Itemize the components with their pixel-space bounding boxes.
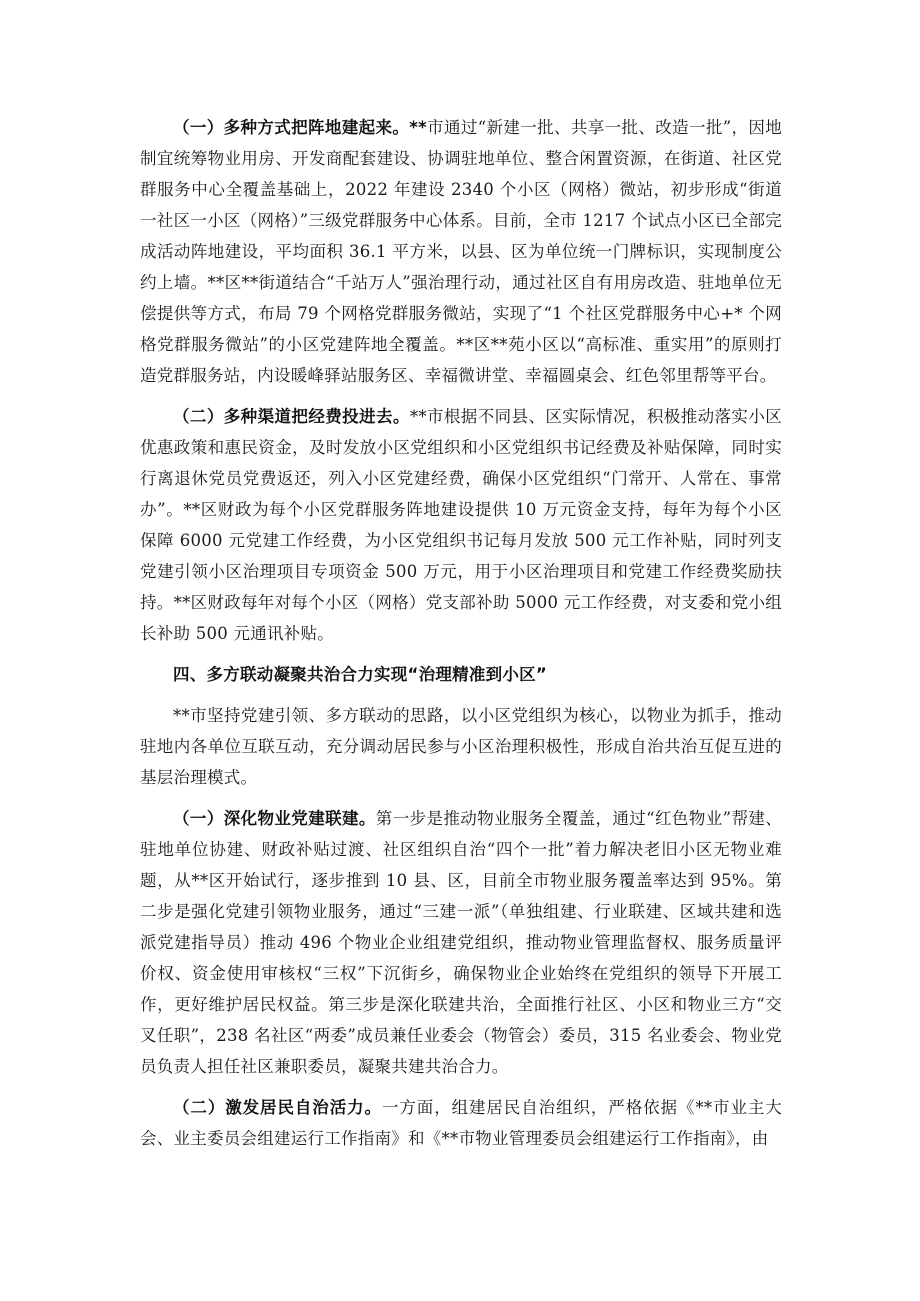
paragraph-text: **市根据不同县、区实际情况，积极推动落实小区优惠政策和惠民资金，及时发放小区党组织和小区党组织书记经费及补贴保障，同时实行离退休党员党费返还，列入小区党建经费，确保小区党组织“门常开、人常在、事常办”。**区财政为每个小区党群服务阵地建设提供 10 万元资金支持，每年为每个小区保障 6000 元党建工作经费，为小区党组织书记每月发放 500 元工作补贴，同时列支党建引领小区治理项目专项资金 500 万元，用于小区治理项目和党建工作经费奖励扶持。**区财政每年对每个小区（网格）党支部补助 5000 元工作经费，对支委和党小组长补助 500 元通讯补贴。 (140, 407, 783, 643)
section-heading-text: 四、多方联动凝聚共治合力实现“治理精准到小区” (173, 665, 547, 684)
paragraph-property (140, 803, 782, 1082)
paragraph-funding (140, 401, 782, 649)
paragraph-text: **市坚持党建引领、多方联动的思路，以小区党组织为核心，以物业为抓手，推动驻地内各单位互联互动，充分调动居民参与小区治理积极性，形成自治共治互促互进的基层治理模式。 (140, 706, 782, 787)
paragraph-lead: （二）多种渠道把经费投进去。 (173, 407, 410, 426)
paragraph-lead: （一）深化物业党建联建。 (173, 809, 376, 828)
paragraph-lead: （一）多种方式把阵地建起来。** (173, 118, 427, 137)
paragraph-intro (140, 700, 782, 793)
paragraph-positions (140, 112, 782, 391)
paragraph-text: 第一步是推动物业服务全覆盖，通过“红色物业”帮建、驻地单位协建、财政补贴过渡、社区组织自治“四个一批”着力解决老旧小区无物业难题，从**区开始试行，逐步推到 10 县、区，目前全市物业服务覆盖率达到 95%。第二步是强化党建引领物业服务，通过“三建一派”（单独组建、行业联建、区域共建和选派党建指导员）推动 496 个物业企业组建党组织，推动物业管理监督权、服务质量评价权、资金使用审核权“三权”下沉街乡，确保物业企业始终在党组织的领导下开展工作，更好维护居民权益。第三步是深化联建共治，全面推行社区、小区和物业三方“交叉任职”，238 名社区“两委”成员兼任业委会（物管会）委员，315 名业委会、物业党员负责人担任社区兼职委员，凝聚共建共治合力。 (140, 809, 783, 1076)
paragraph-lead: （二）激发居民自治活力。 (173, 1098, 382, 1117)
section-heading (140, 659, 782, 690)
paragraph-text: 一方面，组建居民自治组织，严格依据《**市业主大会、业主委员会组建运行工作指南》和《**市物业管理委员会组建运行工作指南》，由 (140, 1098, 783, 1148)
paragraph-resident-autonomy (140, 1092, 782, 1154)
document-body (140, 112, 782, 1164)
paragraph-text: 市通过“新建一批、共享一批、改造一批”，因地制宜统筹物业用房、开发商配套建设、协调驻地单位、整合闲置资源，在街道、社区党群服务中心全覆盖基础上，2022 年建设 2340 个小区（网格）微站，初步形成“街道一社区一小区（网格）”三级党群服务中心体系。目前，全市 1217 个试点小区已全部完成活动阵地建设，平均面积 36.1 平方米，以县、区为单位统一门牌标识，实现制度公约上墙。**区**街道结合“千站万人”强治理行动，通过社区自有用房改造、驻地单位无偿提供等方式，布局 79 个网格党群服务微站，实现了“1 个社区党群服务中心+* 个网格党群服务微站”的小区党建阵地全覆盖。**区**苑小区以“高标准、重实用”的原则打造党群服务站，内设暖峰驿站服务区、幸福微讲堂、幸福圆桌会、红色邻里帮等平台。 (140, 118, 782, 385)
